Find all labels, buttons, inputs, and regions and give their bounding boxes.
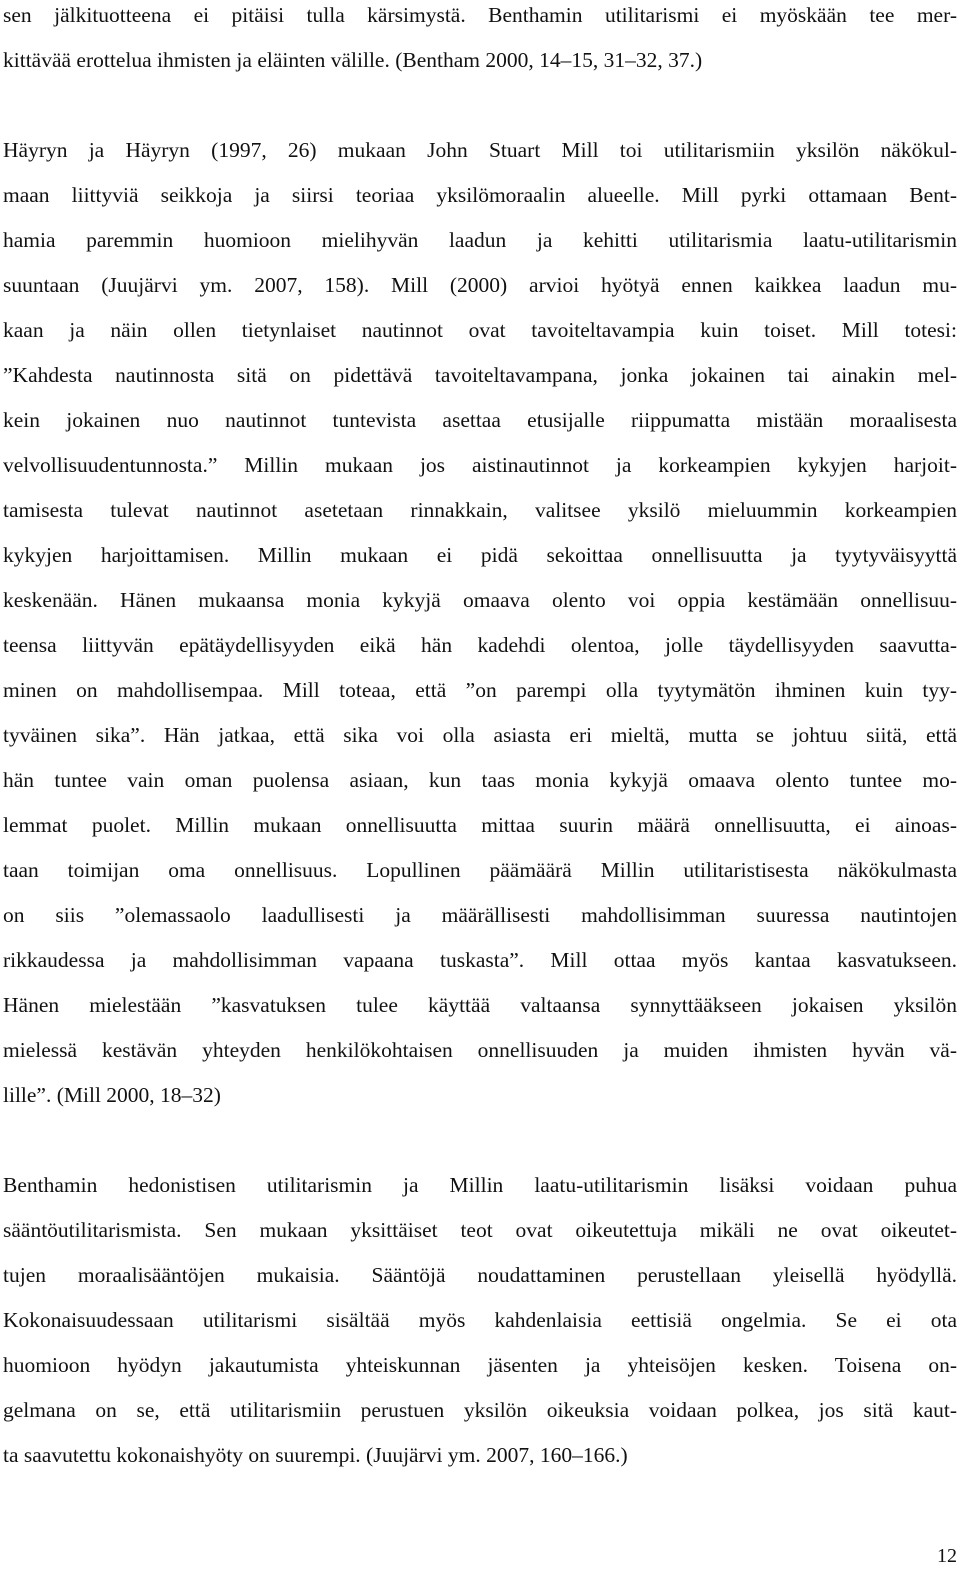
text-line: tujen moraalisääntöjen mukaisia. Sääntöjä noudattaminen perustellaan yleisellä hyödyllä. xyxy=(3,1263,957,1287)
text-line: mielessä kestävän yhteyden henkilökohtaisen onnellisuuden ja muiden ihmisten hyvän vä- xyxy=(3,1038,957,1062)
text-line: kein jokainen nuo nautinnot tuntevista asettaa etusijalle riippumatta mistään moraalisesta xyxy=(3,408,957,432)
text-line: ”Kahdesta nautinnosta sitä on pidettävä tavoiteltavampana, jonka jokainen tai ainakin mel- xyxy=(3,363,957,387)
text-line: kykyjen harjoittamisen. Millin mukaan ei pidä sekoittaa onnellisuutta ja tyytyväisyyttä xyxy=(3,543,957,567)
text-line: sääntöutilitarismista. Sen mukaan yksittäiset teot ovat oikeutettuja mikäli ne ovat oikeutet- xyxy=(3,1218,957,1242)
text-line: kittävää erottelua ihmisten ja eläinten välille. (Bentham 2000, 14–15, 31–32, 37.) xyxy=(3,48,703,72)
text-line: gelmana on se, että utilitarismiin perustuen yksilön oikeuksia voidaan polkea, jos sitä kaut- xyxy=(3,1398,957,1422)
text-line: huomioon hyödyn jakautumista yhteiskunnan jäsenten ja yhteisöjen kesken. Toisena on- xyxy=(3,1353,957,1377)
text-line: teensa liittyvän epätäydellisyyden eikä hän kadehdi olentoa, jolle täydellisyyden saavutta- xyxy=(3,633,957,657)
text-line: hän tuntee vain oman puolensa asiaan, kun taas monia kykyjä omaava olento tuntee mo- xyxy=(3,768,957,792)
text-line: Benthamin hedonistisen utilitarismin ja Millin laatu-utilitarismin lisäksi voidaan puhua xyxy=(3,1173,957,1197)
text-line: tamisesta tulevat nautinnot asetetaan rinnakkain, valitsee yksilö mieluummin korkeampien xyxy=(3,498,957,522)
text-line: Hänen mielestään ”kasvatuksen tulee käyttää valtaansa synnyttääkseen jokaisen yksilön xyxy=(3,993,957,1017)
text-line: lille”. (Mill 2000, 18–32) xyxy=(3,1083,221,1107)
text-line: taan toimijan oma onnellisuus. Lopullinen päämäärä Millin utilitaristisesta näkökulmasta xyxy=(3,858,957,882)
text-line: ta saavutettu kokonaishyöty on suurempi. (Juujärvi ym. 2007, 160–166.) xyxy=(3,1443,628,1467)
text-line: rikkaudessa ja mahdollisimman vapaana tuskasta”. Mill ottaa myös kantaa kasvatukseen. xyxy=(3,948,957,972)
text-line: keskenään. Hänen mukaansa monia kykyjä omaava olento voi oppia kestämään onnellisuu- xyxy=(3,588,957,612)
text-line: tyväinen sika”. Hän jatkaa, että sika voi olla asiasta eri mieltä, mutta se johtuu siitä, että xyxy=(3,723,957,747)
text-line: sen jälkituotteena ei pitäisi tulla kärsimystä. Benthamin utilitarismi ei myöskään tee mer- xyxy=(3,3,957,27)
text-line: on siis ”olemassaolo laadullisesti ja määrällisesti mahdollisimman suuressa nautintojen xyxy=(3,903,957,927)
text-line: kaan ja näin ollen tietynlaiset nautinnot ovat tavoiteltavampia kuin toiset. Mill totesi: xyxy=(3,318,957,342)
text-line: Häyryn ja Häyryn (1997, 26) mukaan John Stuart Mill toi utilitarismiin yksilön näkökul- xyxy=(3,138,957,162)
text-line: velvollisuudentunnosta.” Millin mukaan jos aistinautinnot ja korkeampien kykyjen harjoit- xyxy=(3,453,957,477)
text-line: lemmat puolet. Millin mukaan onnellisuutta mittaa suurin määrä onnellisuutta, ei ainoas- xyxy=(3,813,957,837)
text-line: suuntaan (Juujärvi ym. 2007, 158). Mill (2000) arvioi hyötyä ennen kaikkea laadun mu- xyxy=(3,273,957,297)
text-line: minen on mahdollisempaa. Mill toteaa, että ”on parempi olla tyytymätön ihminen kuin tyy- xyxy=(3,678,957,702)
text-line: hamia paremmin huomioon mielihyvän laadun ja kehitti utilitarismia laatu-utilitarismin xyxy=(3,228,957,252)
text-line: maan liittyviä seikkoja ja siirsi teoriaa yksilömoraalin alueelle. Mill pyrki ottamaan Bent- xyxy=(3,183,957,207)
page-number: 12 xyxy=(937,1545,957,1567)
text-line: Kokonaisuudessaan utilitarismi sisältää myös kahdenlaisia eettisiä ongelmia. Se ei ota xyxy=(3,1308,957,1332)
